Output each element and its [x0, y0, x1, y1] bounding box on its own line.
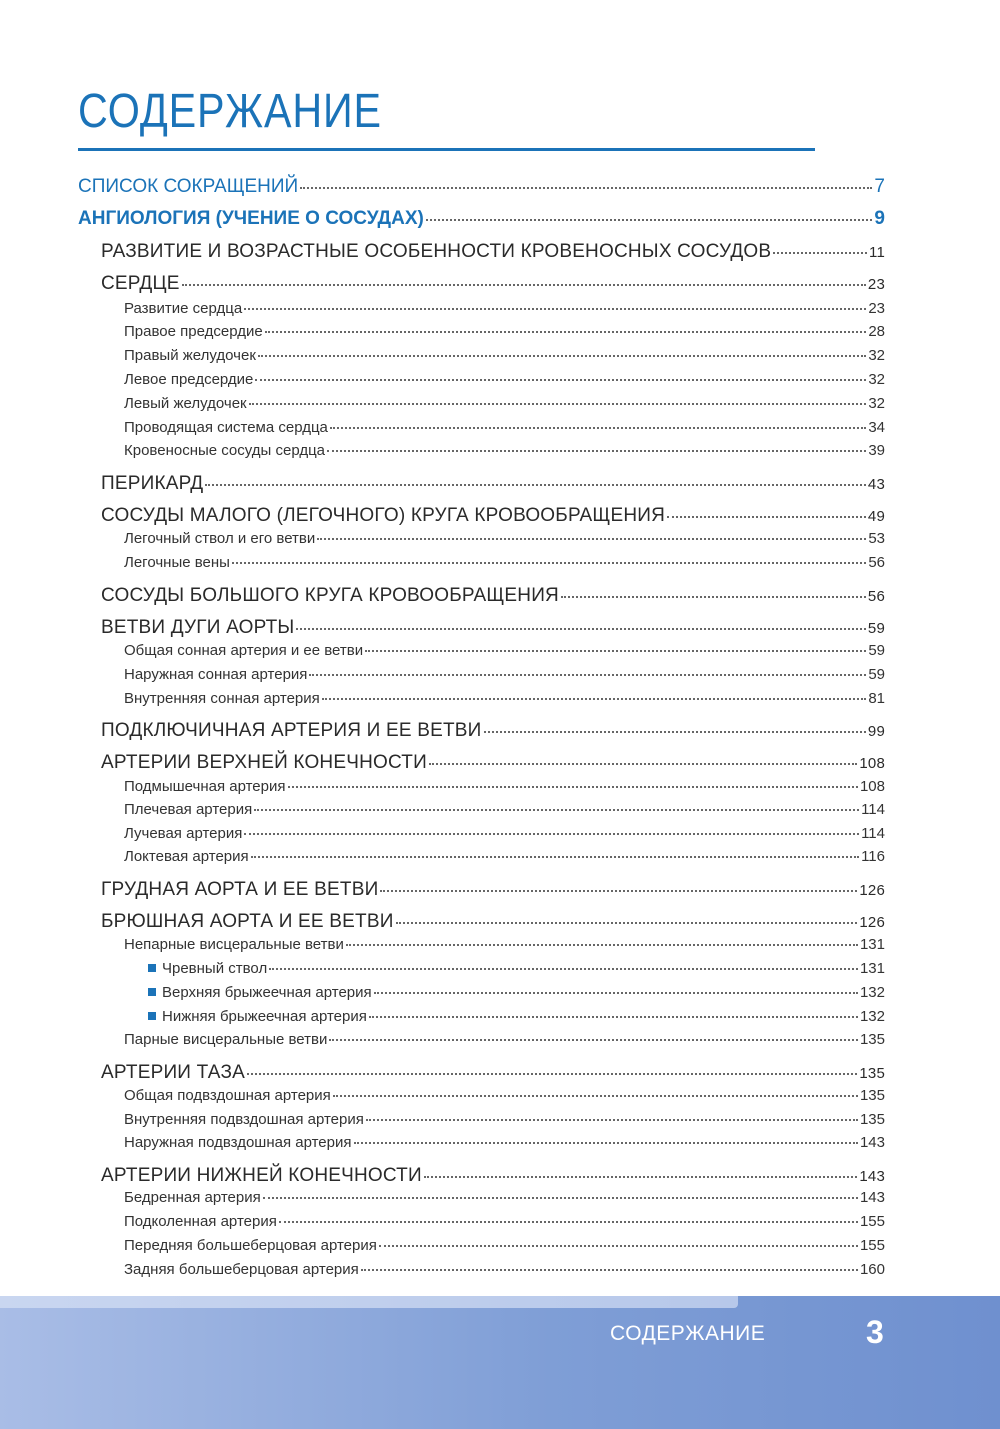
dot-leader: [182, 284, 866, 286]
toc-entry-label: Непарные висцеральные ветви: [124, 936, 344, 953]
dot-leader: [366, 1119, 858, 1121]
toc-entry-page-number: 32: [868, 347, 885, 364]
toc-entry-page-number: 56: [868, 554, 885, 571]
footer-page-number: 3: [866, 1314, 884, 1350]
toc-entry-page-number: 114: [861, 801, 885, 818]
toc-entry[interactable]: [124, 442, 885, 459]
dot-leader: [484, 731, 866, 733]
toc-entry-label: Верхняя брыжеечная артерия: [162, 984, 372, 1001]
dot-leader: [244, 833, 859, 835]
toc-entry[interactable]: [124, 778, 885, 795]
toc-entry[interactable]: [124, 347, 885, 364]
toc-entry-label: Плечевая артерия: [124, 801, 253, 818]
page-title: СОДЕРЖАНИЕ: [78, 85, 382, 138]
toc-entry-page-number: 23: [867, 276, 885, 293]
toc-entry-label: Задняя большеберцовая артерия: [124, 1261, 359, 1278]
toc-entry[interactable]: [124, 848, 885, 865]
toc-entry-page-number: 143: [859, 1189, 885, 1206]
toc-entry[interactable]: [124, 1189, 885, 1206]
toc-entry[interactable]: [101, 1165, 885, 1187]
dot-leader: [330, 427, 866, 429]
toc-entry-label: АНГИОЛОГИЯ (УЧЕНИЕ О СОСУДАХ): [78, 208, 424, 229]
toc-entry-label: ВЕТВИ ДУГИ АОРТЫ: [101, 617, 295, 638]
toc-entry-label: СЕРДЦЕ: [101, 273, 180, 294]
toc-entry-label: Левое предсердие: [124, 371, 254, 388]
toc-entry-page-number: 59: [868, 642, 885, 659]
dot-leader: [263, 1197, 858, 1199]
dot-leader: [396, 922, 858, 924]
dot-leader: [561, 596, 866, 598]
toc-entry[interactable]: [124, 690, 885, 707]
toc-entry-page-number: 160: [859, 1261, 885, 1278]
dot-leader: [333, 1095, 858, 1097]
toc-entry-label: Локтевая артерия: [124, 848, 249, 865]
toc-entry[interactable]: [78, 208, 885, 230]
toc-entry[interactable]: [101, 617, 885, 639]
toc-entry-page-number: 34: [868, 419, 885, 436]
toc-entry-label: СОСУДЫ БОЛЬШОГО КРУГА КРОВООБРАЩЕНИЯ: [101, 585, 559, 606]
toc-entry[interactable]: [101, 585, 885, 607]
toc-entry[interactable]: [101, 1062, 885, 1084]
toc-entry-page-number: 23: [868, 300, 885, 317]
footer-band: [0, 1296, 1000, 1429]
dot-leader: [288, 786, 858, 788]
toc-entry-page-number: 135: [859, 1031, 885, 1048]
dot-leader: [296, 628, 865, 630]
toc-entry-page-number: 135: [859, 1065, 885, 1082]
toc-entry[interactable]: [101, 752, 885, 774]
dot-leader: [369, 1016, 858, 1018]
toc-entry-page-number: 53: [868, 530, 885, 547]
toc-entry-label: ПОДКЛЮЧИЧНАЯ АРТЕРИЯ И ЕЕ ВЕТВИ: [101, 720, 482, 741]
toc-entry-label: Парные висцеральные ветви: [124, 1031, 328, 1048]
toc-entry-label: Наружная подвздошная артерия: [124, 1134, 352, 1151]
toc-entry-label: Наружная сонная артерия: [124, 666, 308, 683]
dot-leader: [329, 1039, 858, 1041]
toc-entry-page-number: 81: [868, 690, 885, 707]
title-divider: [78, 148, 815, 151]
toc-entry[interactable]: [124, 936, 885, 953]
toc-entry-page-number: 11: [869, 244, 885, 261]
toc-entry-label: Легочный ствол и его ветви: [124, 530, 316, 547]
dot-leader: [346, 944, 858, 946]
toc-entry-page-number: 143: [859, 1134, 885, 1151]
toc-entry[interactable]: [148, 984, 885, 1001]
dot-leader: [317, 538, 866, 540]
toc-entry-label: АРТЕРИИ ТАЗА: [101, 1062, 246, 1083]
square-bullet-icon: [148, 964, 156, 972]
toc-entry[interactable]: [101, 720, 885, 742]
toc-entry-page-number: 108: [859, 755, 885, 772]
toc-entry-label: Общая подвздошная артерия: [124, 1087, 331, 1104]
toc-entry-label: Внутренняя подвздошная артерия: [124, 1111, 364, 1128]
toc-entry-label: Общая сонная артерия и ее ветви: [124, 642, 364, 659]
dot-leader: [327, 450, 866, 452]
toc-entry[interactable]: [124, 1111, 885, 1128]
toc-entry-page-number: 59: [867, 620, 885, 637]
toc-entry[interactable]: [124, 371, 885, 388]
toc-entry-label: Правое предсердие: [124, 323, 263, 340]
toc-entry[interactable]: [124, 554, 885, 571]
toc-entry-label: РАЗВИТИЕ И ВОЗРАСТНЫЕ ОСОБЕННОСТИ КРОВЕНОСНЫХ СОСУДОВ: [101, 241, 772, 262]
toc-entry[interactable]: [124, 530, 885, 547]
toc-entry-page-number: 49: [867, 508, 885, 525]
dot-leader: [374, 992, 858, 994]
toc-entry-page-number: 114: [861, 825, 885, 842]
footer-section-label: СОДЕРЖАНИЕ: [610, 1322, 766, 1345]
toc-entry-page-number: 7: [874, 176, 885, 197]
toc-entry[interactable]: [101, 473, 885, 495]
toc-entry-label: СПИСОК СОКРАЩЕНИЙ: [78, 176, 299, 197]
toc-entry[interactable]: [124, 300, 885, 317]
toc-entry[interactable]: [124, 642, 885, 659]
toc-entry-page-number: 43: [867, 476, 885, 493]
dot-leader: [424, 1176, 858, 1178]
dot-leader: [300, 187, 872, 189]
footer-tab-strip: [0, 1296, 738, 1308]
dot-leader: [322, 698, 867, 700]
dot-leader: [773, 252, 867, 254]
dot-leader: [254, 809, 859, 811]
toc-entry-label: Правый желудочек: [124, 347, 256, 364]
dot-leader: [365, 650, 866, 652]
toc-entry[interactable]: [78, 176, 885, 198]
toc-entry-page-number: 155: [859, 1237, 885, 1254]
toc-entry[interactable]: [101, 879, 885, 901]
toc-entry-label: Внутренняя сонная артерия: [124, 690, 320, 707]
toc-entry-label: ПЕРИКАРД: [101, 473, 204, 494]
dot-leader: [232, 562, 866, 564]
toc-entry-page-number: 28: [868, 323, 885, 340]
toc-entry[interactable]: [101, 273, 885, 295]
toc-entry-label: Легочные вены: [124, 554, 230, 571]
square-bullet-icon: [148, 988, 156, 996]
dot-leader: [247, 1073, 857, 1075]
toc-entry[interactable]: [101, 241, 885, 263]
toc-entry-label: АРТЕРИИ НИЖНЕЙ КОНЕЧНОСТИ: [101, 1165, 422, 1186]
toc-entry[interactable]: [124, 1134, 885, 1151]
toc-entry-page-number: 126: [859, 882, 885, 899]
toc-entry-label: Чревный ствол: [162, 960, 268, 977]
toc-entry-label: Левый желудочек: [124, 395, 247, 412]
toc-entry-page-number: 131: [859, 960, 885, 977]
dot-leader: [269, 968, 858, 970]
dot-leader: [379, 1245, 858, 1247]
toc-entry[interactable]: [148, 1008, 885, 1025]
toc-entry-label: СОСУДЫ МАЛОГО (ЛЕГОЧНОГО) КРУГА КРОВООБРАЩЕНИЯ: [101, 505, 666, 526]
toc-entry[interactable]: [124, 419, 885, 436]
toc-entry-page-number: 132: [859, 1008, 885, 1025]
toc-entry-page-number: 56: [867, 588, 885, 605]
dot-leader: [205, 484, 866, 486]
dot-leader: [244, 308, 866, 310]
dot-leader: [279, 1221, 858, 1223]
toc-entry-label: ГРУДНАЯ АОРТА И ЕЕ ВЕТВИ: [101, 879, 379, 900]
toc-entry[interactable]: [124, 1237, 885, 1254]
dot-leader: [258, 355, 866, 357]
toc-entry[interactable]: [124, 1031, 885, 1048]
toc-entry-page-number: 126: [859, 914, 885, 931]
toc-entry-page-number: 9: [874, 208, 885, 229]
toc-entry[interactable]: [124, 1087, 885, 1104]
toc-entry-page-number: 116: [861, 848, 885, 865]
toc-entry-label: АРТЕРИИ ВЕРХНЕЙ КОНЕЧНОСТИ: [101, 752, 427, 773]
toc-entry[interactable]: [124, 323, 885, 340]
toc-entry-label: Развитие сердца: [124, 300, 243, 317]
dot-leader: [255, 379, 866, 381]
toc-entry-label: Передняя большеберцовая артерия: [124, 1237, 377, 1254]
toc-entry-page-number: 59: [868, 666, 885, 683]
toc-entry[interactable]: [124, 666, 885, 683]
toc-entry[interactable]: [124, 395, 885, 412]
dot-leader: [354, 1142, 858, 1144]
toc-entry-page-number: 132: [859, 984, 885, 1001]
dot-leader: [251, 856, 859, 858]
dot-leader: [667, 516, 866, 518]
toc-entry[interactable]: [101, 911, 885, 933]
toc-entry-label: Лучевая артерия: [124, 825, 243, 842]
dot-leader: [380, 890, 857, 892]
dot-leader: [265, 331, 867, 333]
dot-leader: [426, 219, 873, 221]
toc-entry[interactable]: [148, 960, 885, 977]
toc-entry-label: Бедренная артерия: [124, 1189, 261, 1206]
toc-entry[interactable]: [101, 505, 885, 527]
toc-entry-page-number: 39: [868, 442, 885, 459]
toc-entry-page-number: 155: [859, 1213, 885, 1230]
dot-leader: [309, 674, 866, 676]
toc-entry-label: Кровеносные сосуды сердца: [124, 442, 326, 459]
toc-entry[interactable]: [124, 801, 885, 818]
toc-entry-page-number: 99: [867, 723, 885, 740]
toc-entry[interactable]: [124, 1261, 885, 1278]
toc-entry-label: Подколенная артерия: [124, 1213, 277, 1230]
toc-entry-page-number: 135: [859, 1111, 885, 1128]
toc-entry-page-number: 32: [868, 371, 885, 388]
square-bullet-icon: [148, 1012, 156, 1020]
dot-leader: [429, 763, 857, 765]
toc-entry-page-number: 32: [868, 395, 885, 412]
toc-entry-page-number: 108: [859, 778, 885, 795]
toc-entry-page-number: 131: [859, 936, 885, 953]
toc-entry-page-number: 135: [859, 1087, 885, 1104]
toc-entry-page-number: 143: [859, 1168, 885, 1185]
toc-entry-label: Проводящая система сердца: [124, 419, 328, 436]
toc-entry[interactable]: [124, 825, 885, 842]
dot-leader: [249, 403, 867, 405]
dot-leader: [361, 1269, 858, 1271]
toc-entry-label: Подмышечная артерия: [124, 778, 286, 795]
toc-entry-label: Нижняя брыжеечная артерия: [162, 1008, 367, 1025]
toc-entry-label: БРЮШНАЯ АОРТА И ЕЕ ВЕТВИ: [101, 911, 394, 932]
toc-entry[interactable]: [124, 1213, 885, 1230]
